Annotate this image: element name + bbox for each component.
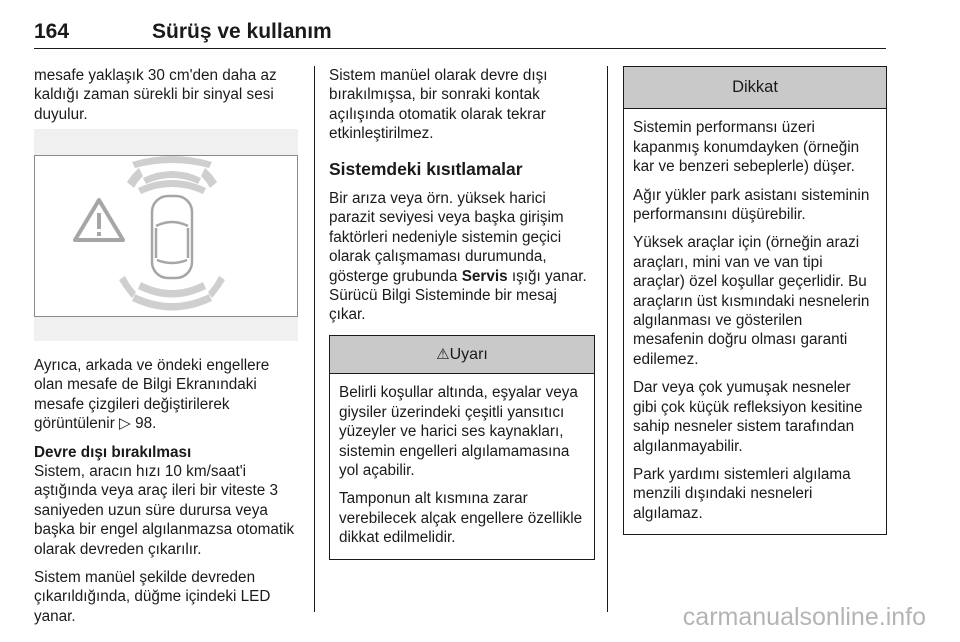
- caution-box-body: [624, 109, 886, 534]
- paragraph: mesafe yaklaşık 30 cm'den daha az kaldığı zaman sürekli bir sinyal sesi duyulur.: [34, 67, 277, 123]
- car-top-view-icon: [152, 196, 192, 278]
- paragraph: Yüksek araçlar için (örneğin arazi araçları, mini van ve van tipi araçlar) özel koşullar geçerlidir. Bu araçların üst kısmındaki nesnelerin algılanması ve gösterilen mesafenin doğru olması garanti edilemez.: [633, 234, 870, 368]
- watermark: carmanualsonline.info: [682, 603, 926, 631]
- page-number: 164: [34, 20, 70, 43]
- page-header: [34, 8, 886, 49]
- section-subheading: Devre dışı bırakılması: [34, 443, 192, 461]
- paragraph: Bir arıza veya örn. yüksek harici parazit seviyesi veya başka girişim faktörleri nedeniyle sistemin geçici olarak çalışmaması durumunda, gösterge grubunda Servis ışığı yanar. Sürücü Bilgi Sisteminde bir mesaj çıkar.: [329, 190, 587, 324]
- chapter-title: Sürüş ve kullanım: [152, 20, 332, 43]
- paragraph: Park yardımı sistemleri algılama menzili dışındaki nesneleri algılamaz.: [633, 465, 851, 522]
- caution-box: [623, 66, 887, 535]
- paragraph: Belirli koşullar altında, eşyalar veya giysiler üzerindeki çeşitli yansıtıcı yüzeyler ve harici ses kaynakları, sistemin engelleri algılamamasına yol açabilir.: [339, 384, 578, 479]
- rear-sensor-zones: [119, 276, 225, 311]
- parking-sensor-graphic: [35, 156, 297, 316]
- page-reference-arrow-icon: ▷: [119, 415, 131, 433]
- paragraph: Ayrıca, arkada ve öndeki engellere olan mesafe de Bilgi Ekranındaki mesafe çizgileri değiştirilerek görüntülenir ▷ 98.: [34, 357, 270, 433]
- paragraph: Sistem manüel olarak devre dışı bırakılmışsa, bir sonraki kontak açılışında otomatik olarak tekrar etkinleştirilmez.: [329, 67, 548, 143]
- paragraph: Sistemin performansı üzeri kapanmış konumdayken (örneğin kar ve benzeri sebeplerle) düşer.: [633, 119, 860, 176]
- info-display-illustration: [34, 155, 298, 317]
- caution-box-header: Dikkat: [624, 67, 886, 109]
- warning-box-header: ⚠Uyarı: [330, 336, 594, 374]
- paragraph: Dar veya çok yumuşak nesneler gibi çok küçük refleksiyon kesitine sahip nesneler sistem tarafından algılanmayabilir.: [633, 379, 863, 455]
- column-divider: [314, 66, 315, 612]
- warning-triangle-icon: ⚠: [436, 345, 450, 363]
- warning-box: [329, 335, 595, 560]
- front-sensor-zones: [127, 156, 217, 194]
- column-middle: [329, 66, 595, 560]
- section-heading: Sistemdeki kısıtlamalar: [329, 158, 523, 179]
- column-left: [34, 66, 302, 133]
- paragraph: Sistem manüel şekilde devreden çıkarıldığında, düğme içindeki LED yanar.: [34, 569, 271, 625]
- parking-display-figure: [34, 129, 298, 341]
- paragraph: Tamponun alt kısmına zarar verebilecek alçak engellere özellikle dikkat edilmelidir.: [339, 490, 583, 547]
- warning-triangle-icon: [75, 200, 123, 240]
- column-divider: [607, 66, 608, 612]
- column-left-lower: [34, 356, 302, 635]
- servis-indicator-label: Servis: [461, 267, 508, 285]
- paragraph: Sistem, aracın hızı 10 km/saat'i aştığında veya araç ileri bir viteste 3 saniyeden uzun süre durursa veya başka bir engel algılanmazsa otomatik olarak devreden çıkarılır.: [34, 463, 295, 558]
- warning-box-body: [330, 374, 594, 558]
- paragraph: Ağır yükler park asistanı sisteminin performansını düşürebilir.: [633, 186, 870, 224]
